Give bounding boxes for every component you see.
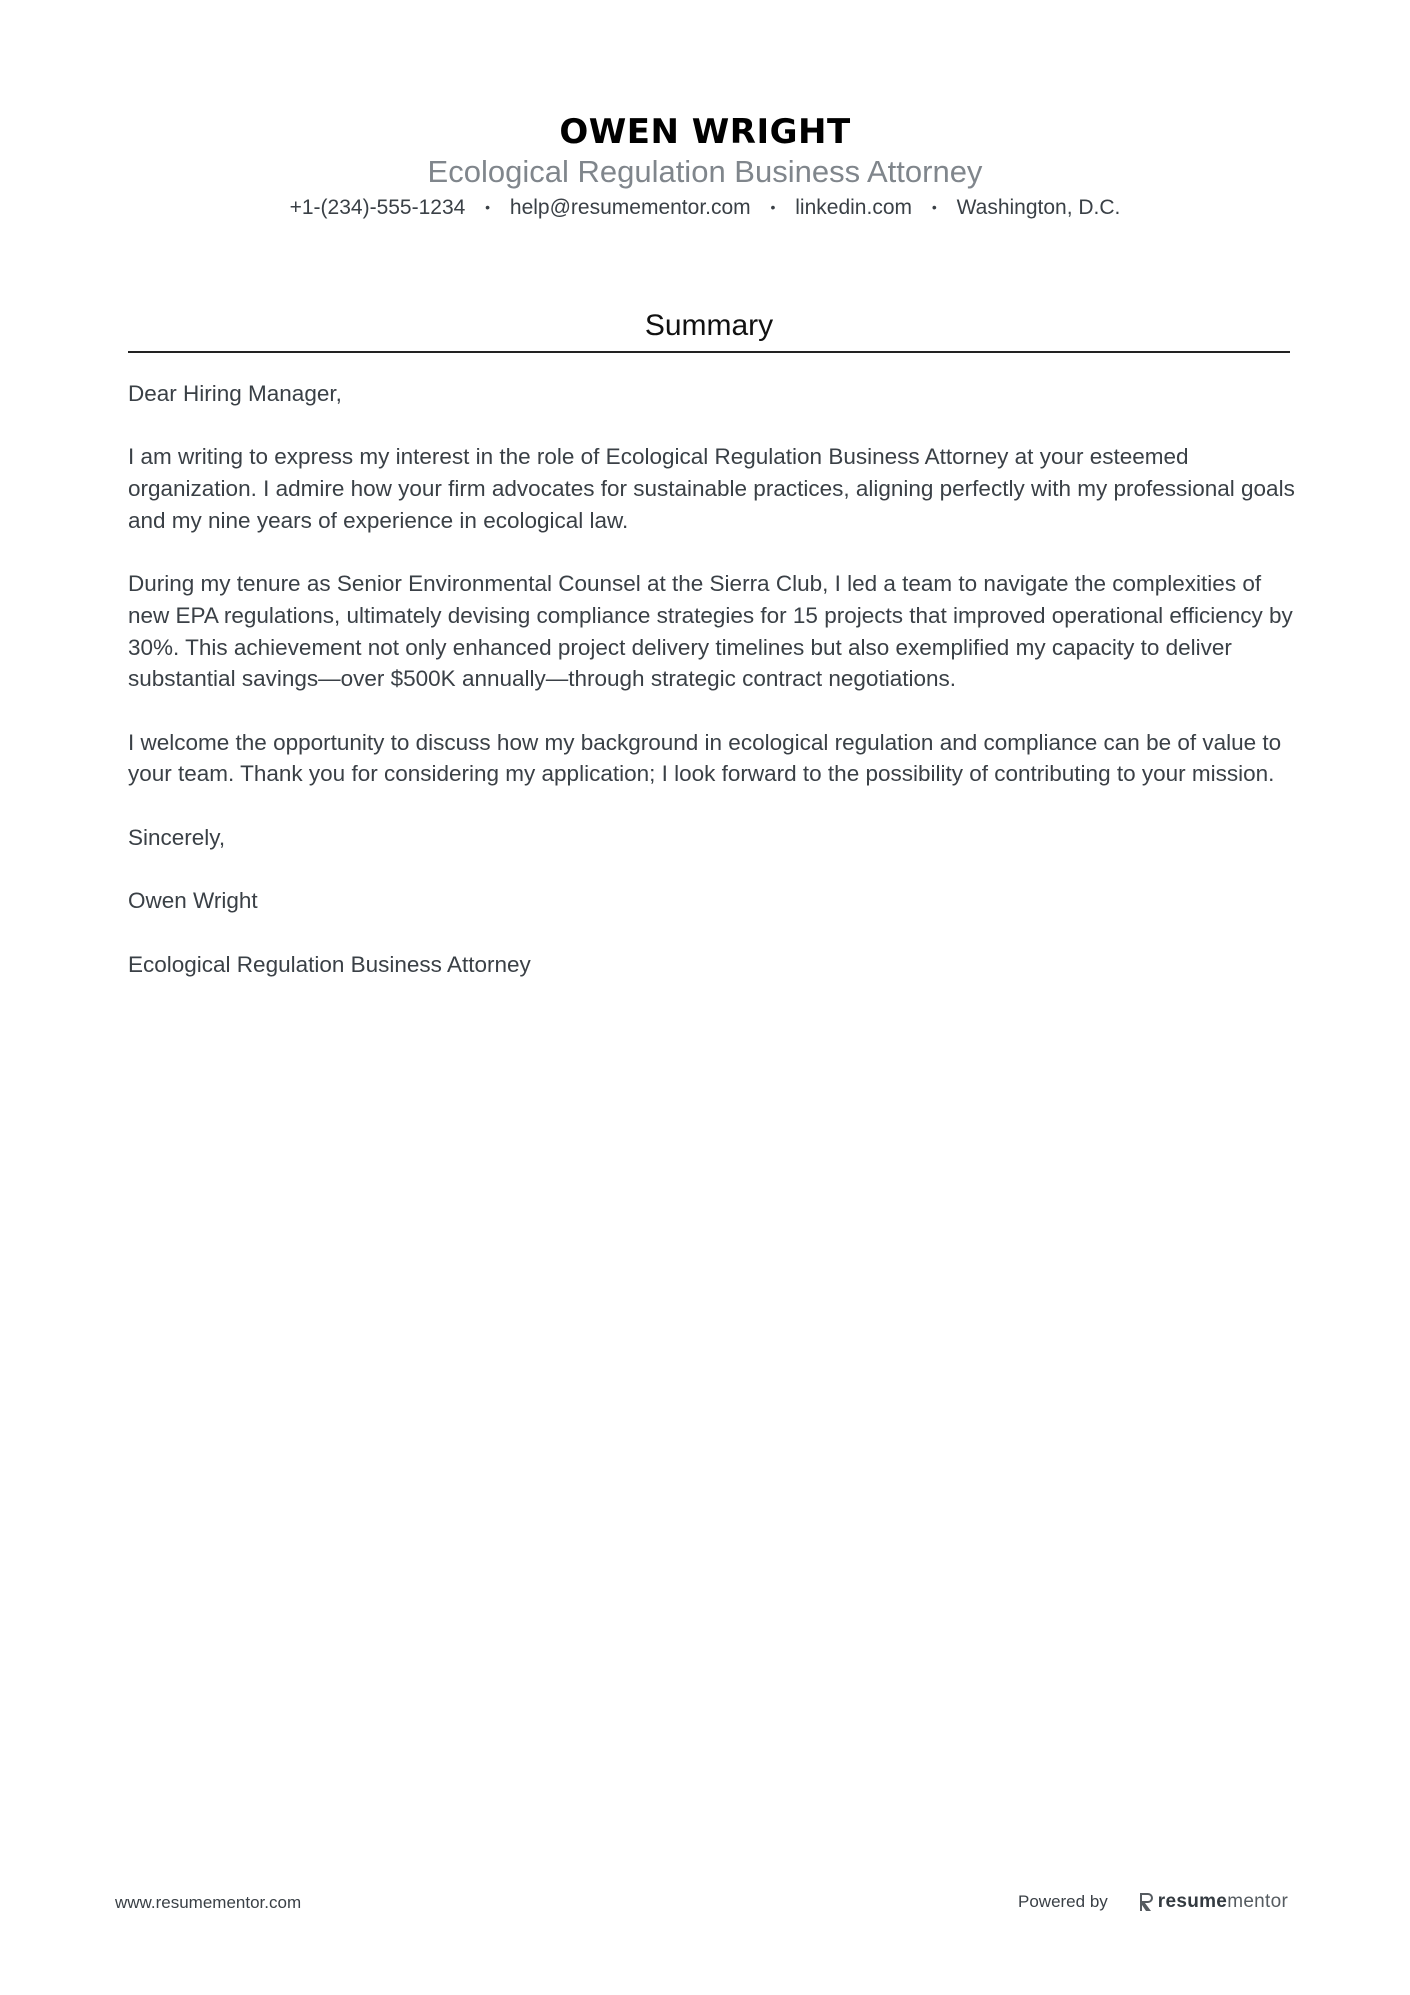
candidate-name: OWEN WRIGHT: [559, 112, 851, 152]
section-divider: [128, 351, 1290, 353]
letter-header: [0, 112, 1410, 223]
letter-paragraph: I welcome the opportunity to discuss how my background in ecological regulation and compliance can be of value to your team. Thank you for considering my application; I look forward to the possibility of contributing to your mission.: [128, 729, 1282, 787]
contact-linkedin[interactable]: linkedin.com: [795, 196, 912, 219]
section-title-summary: Summary: [644, 309, 774, 342]
contact-separator: •: [485, 199, 491, 215]
resumementor-logo-icon: [1138, 1892, 1154, 1912]
letter-paragraph: During my tenure as Senior Environmental Counsel at the Sierra Club, I led a team to navigate the complexities of new EPA regulations, ultimately devising compliance strategies for 15 projects that improved operational efficiency by 30%. This achievement not only enhanced project delivery timelines but also exemplified my capacity to deliver substantial savings—over $500K annually—through strategic contract negotiations.: [128, 571, 1293, 692]
letter-body: [128, 378, 1300, 1012]
signature-name: Owen Wright: [128, 888, 258, 914]
candidate-title: Ecological Regulation Business Attorney: [427, 154, 983, 189]
contact-separator: •: [770, 199, 776, 215]
resumementor-logo-text[interactable]: resumementor: [1157, 1891, 1289, 1912]
contact-email[interactable]: help@resumementor.com: [509, 196, 751, 219]
signature-title: Ecological Regulation Business Attorney: [128, 951, 531, 977]
footer-website-link[interactable]: www.resumementor.com: [115, 1893, 302, 1912]
contact-location: Washington, D.C.: [956, 196, 1121, 219]
contact-phone: +1-(234)-555-1234: [289, 196, 466, 219]
salutation: Dear Hiring Manager,: [128, 381, 342, 406]
contact-separator: •: [931, 199, 937, 215]
footer-branding: [1018, 1887, 1288, 1917]
contact-line: [0, 192, 1410, 223]
powered-by-label: Powered by: [1018, 1892, 1108, 1911]
letter-paragraph: I am writing to express my interest in the role of Ecological Regulation Business Attorney at your esteemed organization. I admire how your firm advocates for sustainable practices, aligning perfectly with my professional goals and my nine years of experience in ecological law.: [128, 444, 1295, 533]
closing: Sincerely,: [128, 824, 226, 850]
